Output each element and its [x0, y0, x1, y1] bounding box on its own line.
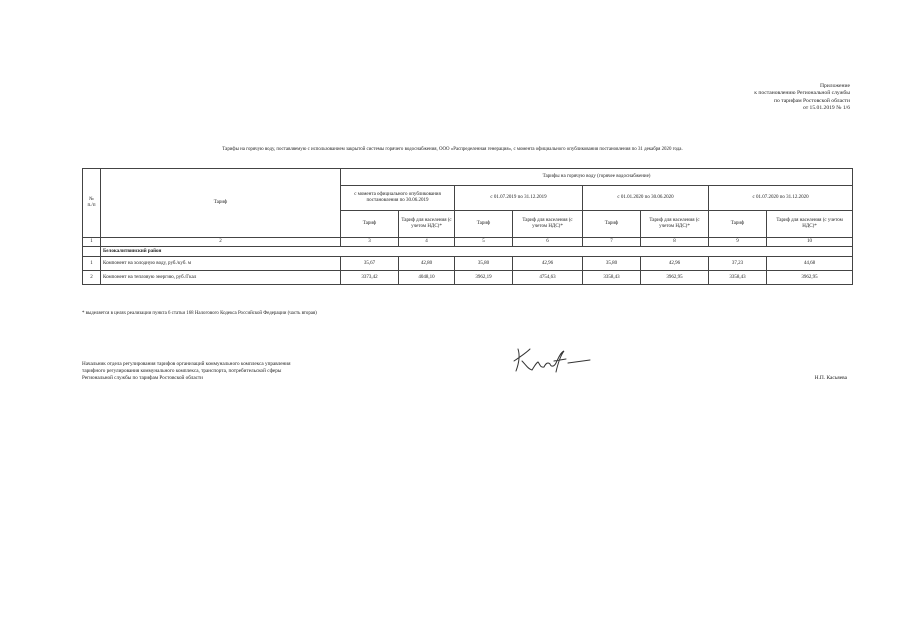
subheader: Тариф [455, 211, 513, 238]
subheader: Тариф для населения (с учетом НДС)* [641, 211, 709, 238]
district-name: Белокалитвинский район [101, 247, 853, 257]
subheader: Тариф для населения (с учетом НДС)* [399, 211, 455, 238]
row-number: 1 [83, 257, 101, 271]
row-value: 3962,95 [641, 271, 709, 285]
tariff-table [82, 168, 853, 285]
header-group: Тарифы на горячую воду (горячее водоснабжение) [341, 169, 853, 186]
header-period-3: с 01.01.2020 по 30.06.2020 [583, 186, 709, 211]
column-number: 10 [767, 238, 853, 247]
appendix-line: к постановлению Региональной службы [754, 90, 850, 97]
appendix-block [754, 83, 850, 113]
column-number: 3 [341, 238, 399, 247]
footnote: * выделяется в целях реализации пункта 6 статьи 168 Налогового Кодекса Российской Федерации (часть вторая) [82, 311, 317, 316]
signer-line: тарифного регулирования коммунального комплекса, транспорта, потребительской сферы [82, 368, 282, 374]
document-title: Тарифы на горячую воду, поставляемую с использованием закрытой системы горячего водоснабжения, ООО «Распределенная генерация», с момента официального опубликования постановления по 31 декабря 2020 года. [222, 147, 683, 152]
subheader: Тариф [341, 211, 399, 238]
appendix-line: Приложение [819, 83, 850, 89]
row-value: 3358,43 [583, 271, 641, 285]
column-number: 8 [641, 238, 709, 247]
header-period-4: с 01.07.2020 по 31.12.2020 [709, 186, 853, 211]
subheader: Тариф [709, 211, 767, 238]
column-number: 1 [83, 238, 101, 247]
row-value: 42,96 [513, 257, 583, 271]
header-number: № п./п [83, 169, 101, 238]
header-tariff: Тариф [101, 169, 341, 238]
row-name: Компонент на холодную воду, руб./куб. м [101, 257, 341, 271]
row-value: 35,80 [455, 257, 513, 271]
row-value: 3373,42 [341, 271, 399, 285]
column-number: 5 [455, 238, 513, 247]
row-value: 4048,10 [399, 271, 455, 285]
column-number: 2 [101, 238, 341, 247]
row-value: 4754,63 [513, 271, 583, 285]
row-value: 3962,19 [455, 271, 513, 285]
column-number: 9 [709, 238, 767, 247]
column-number: 4 [399, 238, 455, 247]
table-row [83, 271, 853, 285]
signer-line: Региональной службы по тарифам Ростовской области [82, 375, 203, 381]
row-value: 35,80 [583, 257, 641, 271]
row-value: 3962,95 [767, 271, 853, 285]
appendix-line: от 15.01.2019 № 1/6 [802, 105, 850, 112]
header-period-2: с 01.07.2019 по 31.12.2019 [455, 186, 583, 211]
row-value: 42,96 [641, 257, 709, 271]
header-period-1: с момента официального опубликования постановления по 30.06.2019 [341, 186, 455, 211]
subheader: Тариф для населения (с учетом НДС)* [513, 211, 583, 238]
row-name: Компонент на тепловую энергию, руб./Гкал [101, 271, 341, 285]
column-number: 6 [513, 238, 583, 247]
row-value: 37,23 [709, 257, 767, 271]
appendix-line: по тарифам Ростовской области [774, 97, 850, 104]
subheader: Тариф для населения (с учетом НДС)* [767, 211, 853, 238]
row-value: 44,68 [767, 257, 853, 271]
column-number: 7 [583, 238, 641, 247]
row-value: 3358,43 [709, 271, 767, 285]
handwritten-signature [510, 343, 592, 375]
signer-name: Н.П. Касьяева [814, 375, 847, 381]
district-empty-cell [83, 247, 101, 257]
signer-line: Начальник отдела регулирования тарифов организаций коммунального комплекса управления [82, 361, 291, 367]
subheader: Тариф [583, 211, 641, 238]
row-number: 2 [83, 271, 101, 285]
row-value: 35,67 [341, 257, 399, 271]
table-row [83, 257, 853, 271]
signer-position [82, 361, 290, 382]
row-value: 42,80 [399, 257, 455, 271]
